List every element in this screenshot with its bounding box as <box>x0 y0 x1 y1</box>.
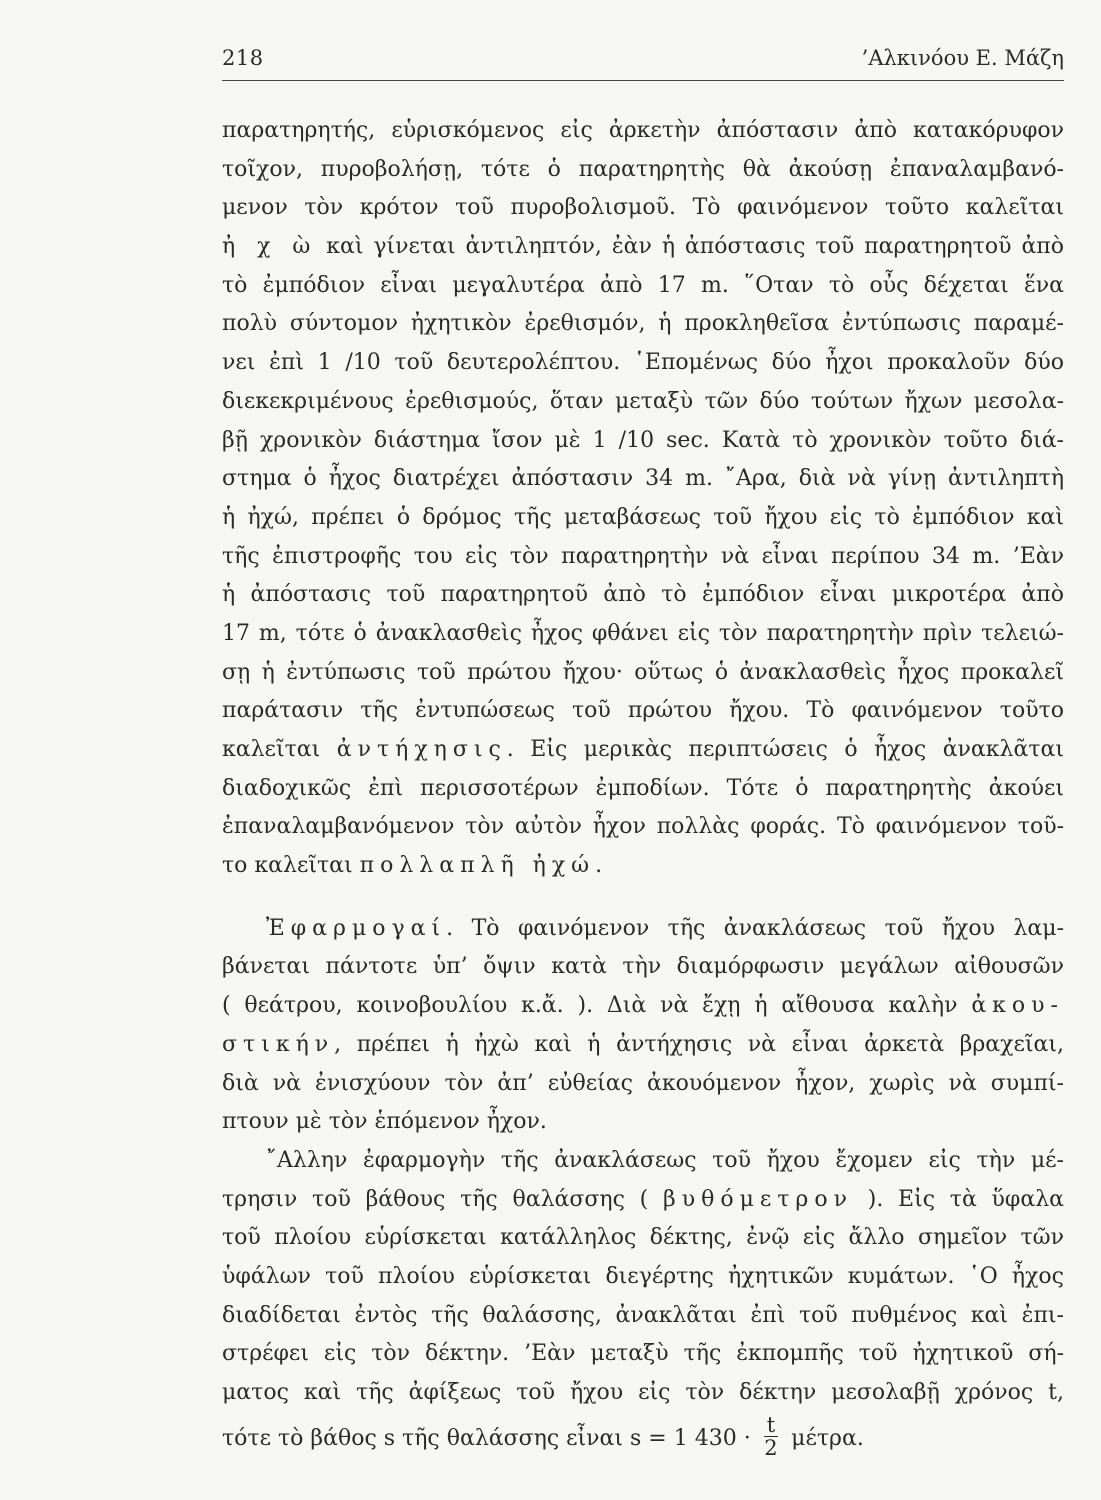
section-heading-applications: Ἐφαρμογαί <box>266 915 447 941</box>
text-line: διὰ νὰ ἐνισχύουν τὸν ἀπ’ εὐθείας ἀκουόμενον ἦχον, χωρὶς νὰ συμπί- <box>222 1070 1064 1096</box>
text-line: πολὺ σύντομον ἠχητικὸν ἐρεθισμόν, ἡ προκληθεῖσα ἐντύπωσις παραμέ- <box>222 311 1064 337</box>
text-line: μενον τὸν κρότον τοῦ πυροβολισμοῦ. Τὸ φαινόμενον τοῦτο καλεῖται <box>222 195 1064 221</box>
term-echo-sounder: βυθόμετρον <box>662 1186 853 1212</box>
text-line: διαδοχικῶς ἐπὶ περισσοτέρων ἐμποδίων. Τότε ὁ παρατηρητὴς ἀκούει <box>222 775 1064 801</box>
text-line <box>222 228 1064 267</box>
text-fragment: , πρέπει ἡ ἠχὼ καὶ ἡ ἀντήχησις νὰ εἶναι ἀρκετὰ βραχεῖαι, <box>334 1031 1064 1057</box>
text-fragment: ). Εἰς τὰ ὕφαλα <box>853 1186 1064 1212</box>
text-line <box>222 1026 1064 1065</box>
text-line: βῇ χρονικὸν διάστημα ἴσον μὲ 1 /10 sec. Κατὰ τὸ χρονικὸν τοῦτο διά- <box>222 427 1064 453</box>
text-line: 17 m, τότε ὁ ἀνακλασθεὶς ἦχος φθάνει εἰς τὸν παρατηρητὴν πρὶν τελειώ- <box>222 620 1064 646</box>
text-line: σῃ ἡ ἐντύπωσις τοῦ πρώτου ἤχου· οὕτως ὁ ἀνακλασθεὶς ἦχος προκαλεῖ <box>222 659 1064 685</box>
text-line <box>222 1181 1064 1220</box>
text-line: διαδίδεται ἐντὸς τῆς θαλάσσης, ἀνακλᾶται ἐπὶ τοῦ πυθμένος καὶ ἐπι- <box>222 1302 1064 1328</box>
term-acoustics: ἀκου- <box>971 993 1064 1019</box>
formula-fraction <box>764 1414 778 1459</box>
text-line: παράτασιν τῆς ἐντυπώσεως τοῦ πρώτου ἤχου. Τὸ φαινόμενον τοῦτο <box>222 698 1064 724</box>
text-line: ἡ ἠχώ, πρέπει ὁ δρόμος τῆς μεταβάσεως τοῦ ἤχου εἰς τὸ ἐμπόδιον καὶ <box>222 504 1064 530</box>
paragraph-echo-sounder <box>222 1142 1064 1465</box>
paragraph-applications <box>222 910 1064 1142</box>
text-fragment: . Εἰς μερικὰς περιπτώσεις ὁ ἦχος ἀνακλᾶται <box>506 737 1064 762</box>
text-line: στρέφει εἰς τὸν δέκτην. ’Εὰν μεταξὺ τῆς ἐκπομπῆς τοῦ ἠχητικοῦ σή- <box>222 1341 1064 1367</box>
term-echo: ἠ χ ὼ <box>222 234 317 260</box>
text-line: στημα ὁ ἦχος διατρέχει ἀπόστασιν 34 m. ῎Αρα, διὰ νὰ γίνῃ ἀντιληπτὴ <box>222 466 1064 492</box>
text-line <box>222 987 1064 1026</box>
text-line: ὑφάλων τοῦ πλοίου εὑρίσκεται διεγέρτης ἠχητικῶν κυμάτων. ῾Ο ἦχος <box>222 1263 1064 1289</box>
text-line: τοῖχον, πυροβολήσῃ, τότε ὁ παρατηρητὴς θὰ ἀκούσῃ ἐπαναλαμβανό- <box>222 156 1064 182</box>
fraction-numerator: t <box>764 1414 778 1437</box>
text-fragment: . <box>595 853 603 879</box>
text-line <box>222 910 1064 949</box>
text-fragment: το καλεῖται <box>222 853 360 879</box>
fraction-denominator: 2 <box>764 1436 778 1461</box>
paragraph-echo <box>222 112 1064 886</box>
text-line: διεκεκριμένους ἐρεθισμούς, ὅταν μεταξὺ τῶν δύο τούτων ἤχων μεσολα- <box>222 388 1064 414</box>
term-multiple-echo: πολλαπλῆ ἠχώ <box>359 853 596 879</box>
text-line: ῎Αλλην ἐφαρμογὴν τῆς ἀνακλάσεως τοῦ ἤχου ἔχομεν εἰς τὴν μέ- <box>266 1147 1064 1173</box>
formula-text: τότε τὸ βάθος s τῆς θαλάσσης εἶναι s = 1 430 · <box>222 1425 751 1451</box>
text-fragment: . Τὸ φαινόμενον τῆς ἀνακλάσεως τοῦ ἤχου λαμ- <box>446 915 1064 941</box>
term-acoustics-cont: στικήν <box>222 1031 335 1057</box>
body-text <box>222 112 1064 1465</box>
term-reverberation: ἀντήχησις <box>336 737 507 762</box>
text-line: βάνεται πάντοτε ὑπ’ ὄψιν κατὰ τὴν διαμόρφωσιν μεγάλων αἰθουσῶν <box>222 954 1064 980</box>
text-line: πτουν μὲ τὸν ἑπόμενον ἦχον. <box>222 1109 547 1135</box>
text-fragment: καλεῖται <box>222 737 337 762</box>
text-line: ματος καὶ τῆς ἀφίξεως τοῦ ἤχου εἰς τὸν δέκτην μεσολαβῇ χρόνος t, <box>222 1380 1064 1405</box>
text-line: τῆς ἐπιστροφῆς του εἰς τὸν παρατηρητὴν νὰ εἶναι περίπου 34 m. ’Εὰν <box>222 543 1064 569</box>
depth-formula <box>222 1413 1064 1465</box>
page-number: 218 <box>222 46 264 70</box>
text-line: νει ἐπὶ 1 /10 τοῦ δευτερολέπτου. ῾Επομένως δύο ἦχοι προκαλοῦν δύο <box>222 350 1064 376</box>
page-header <box>222 40 1064 81</box>
text-fragment: ( θεάτρου, κοινοβουλίου κ.ἄ. ). Διὰ νὰ ἔχῃ ἡ αἴθουσα καλὴν <box>222 993 972 1019</box>
paragraph-gap <box>222 886 1064 910</box>
text-line <box>222 847 1064 886</box>
formula-unit: μέτρα. <box>791 1425 864 1451</box>
text-fragment: τρησιν τοῦ βάθους τῆς θαλάσσης ( <box>222 1186 663 1212</box>
text-line: τοῦ πλοίου εὑρίσκεται κατάλληλος δέκτης, ἐνῷ εἰς ἄλλο σημεῖον τῶν <box>222 1225 1064 1251</box>
text-line: ἡ ἀπόστασις τοῦ παρατηρητοῦ ἀπὸ τὸ ἐμπόδιον εἶναι μικροτέρα ἀπὸ <box>222 582 1064 608</box>
text-line: ἐπαναλαμβανόμενον τὸν αὐτὸν ἦχον πολλὰς φοράς. Τὸ φαινόμενον τοῦ- <box>222 814 1064 840</box>
text-line <box>222 731 1064 770</box>
text-line: τὸ ἐμπόδιον εἶναι μεγαλυτέρα ἀπὸ 17 m. ῞Οταν τὸ οὖς δέχεται ἕνα <box>222 272 1064 298</box>
text-fragment: καὶ γίνεται ἀντιληπτόν, ἐὰν ἡ ἀπόστασις τοῦ παρατηρητοῦ ἀπὸ <box>316 234 1064 260</box>
text-line: παρατηρητής, εὑρισκόμενος εἰς ἀρκετὴν ἀπόστασιν ἀπὸ κατακόρυφον <box>222 118 1064 143</box>
running-head: ’Αλκινόου Ε. Μάζη <box>861 46 1064 70</box>
